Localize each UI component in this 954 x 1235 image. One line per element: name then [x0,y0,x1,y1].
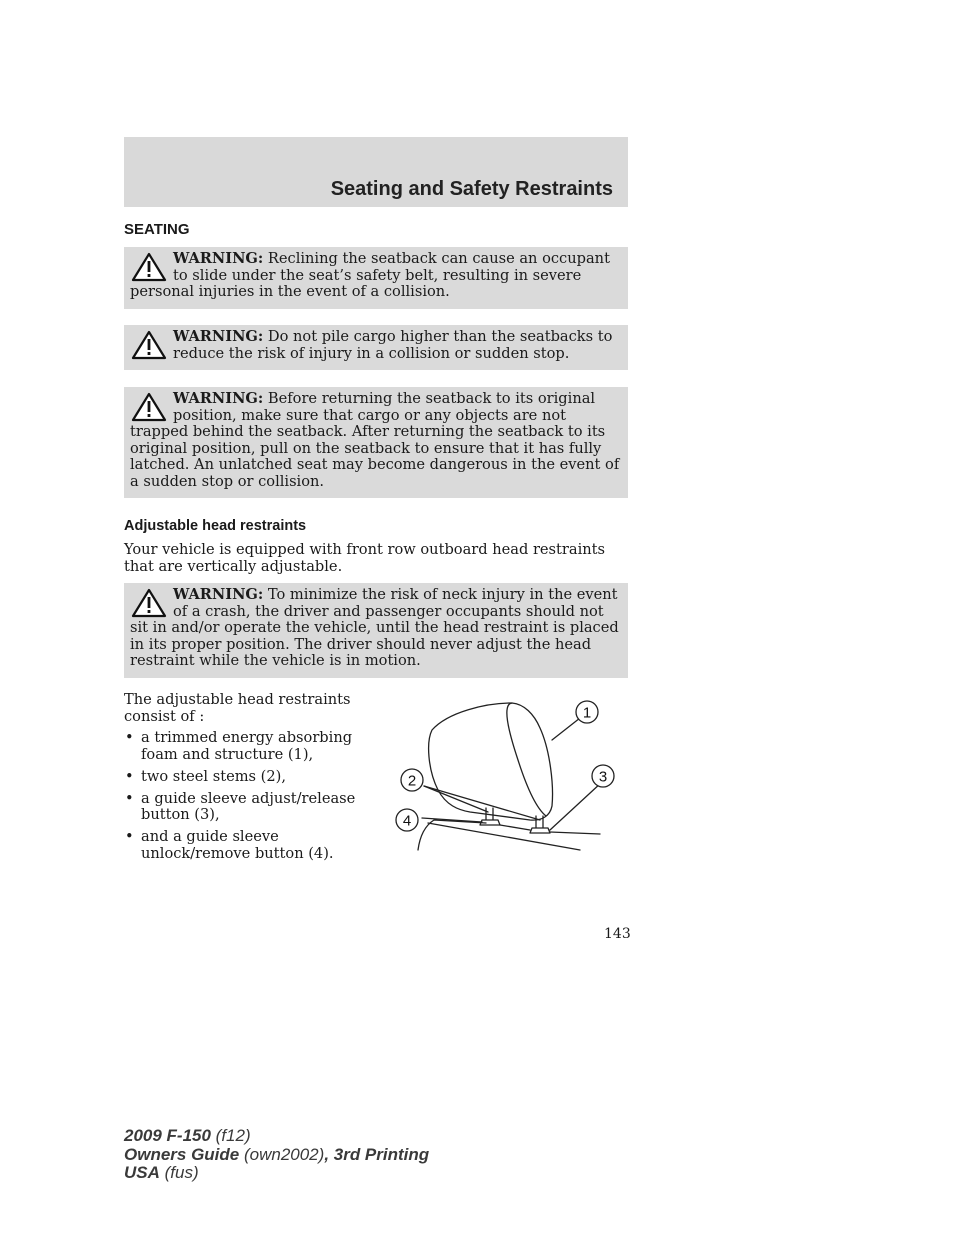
document-footer [124,1127,429,1183]
footer-guide-code: (own2002) [239,1144,325,1164]
list-item [124,769,384,786]
list-item-text: two steel stems (2), [141,767,286,785]
intro-paragraph: Your vehicle is equipped with front row outboard head restraints that are vertically adjustable. [124,541,606,575]
list-item [124,829,384,862]
warning-label: WARNING: [173,250,264,267]
footer-model: 2009 F-150 [124,1126,211,1145]
warning-label: WARNING: [173,586,264,603]
footer-market-code: (fus) [159,1163,199,1182]
list-item [124,730,384,763]
warning-text: Reclining the seatback can cause an occupant to slide under the seat’s safety belt, resulting in severe personal injuries in the event of a collision. [130,250,610,301]
warning-triangle-icon [130,251,168,283]
list-item-text: and a guide sleeve unlock/remove button (4). [141,828,334,863]
warning-label: WARNING: [173,390,264,407]
head-restraint-illustration [390,690,630,860]
warning-text: Before returning the seatback to its original position, make sure that cargo or any objects are not trapped behind the seatback. After returning the seatback to its original position, pull on the seatback to ensure that it has fully latched. An unlatched seat may become dangerous in the event of a sudden stop or collision. [130,390,620,490]
list-item-text: a guide sleeve adjust/release button (3), [141,789,356,824]
chapter-title: Seating and Safety Restraints [330,178,613,200]
footer-line-1 [124,1127,429,1146]
warning-label: WARNING: [173,328,264,345]
warning-triangle-icon [130,587,168,619]
bullet-icon: • [125,767,134,785]
warning-box [124,387,628,498]
callout-3-label: 3 [598,768,608,786]
footer-guide: Owners Guide [124,1144,240,1164]
warning-box [124,325,628,370]
warning-triangle-icon [130,329,168,361]
footer-line-2 [124,1146,429,1165]
bullet-icon: • [125,789,134,807]
list-item-text: a trimmed energy absorbing foam and structure (1), [141,729,353,763]
footer-model-code: (f12) [210,1126,251,1145]
chapter-header [124,137,628,207]
page-number: 143 [604,926,631,942]
footer-line-3 [124,1164,429,1183]
components-list [124,730,384,868]
section-title: SEATING [124,221,190,238]
warning-box [124,247,628,309]
warning-triangle-icon [130,391,168,423]
callout-2-label: 2 [407,772,417,790]
warning-box [124,583,628,678]
subsection-title: Adjustable head restraints [124,518,307,534]
bullet-icon: • [125,828,134,846]
footer-printing: , 3rd Printing [324,1144,430,1164]
warning-text: To minimize the risk of neck injury in the event of a crash, the driver and passenger occupants should not sit in and/or operate the vehicle, until the head restraint is placed in its proper position. The driver should never adjust the head restraint while the vehicle is in motion. [130,586,619,670]
components-intro: The adjustable head restraints consist of : [124,691,351,725]
callout-4-label: 4 [402,812,412,830]
footer-market: USA [124,1163,160,1182]
callout-1-label: 1 [582,704,592,722]
bullet-icon: • [125,729,134,746]
list-item [124,791,384,824]
warning-text: Do not pile cargo higher than the seatbacks to reduce the risk of injury in a collision or sudden stop. [173,328,613,362]
